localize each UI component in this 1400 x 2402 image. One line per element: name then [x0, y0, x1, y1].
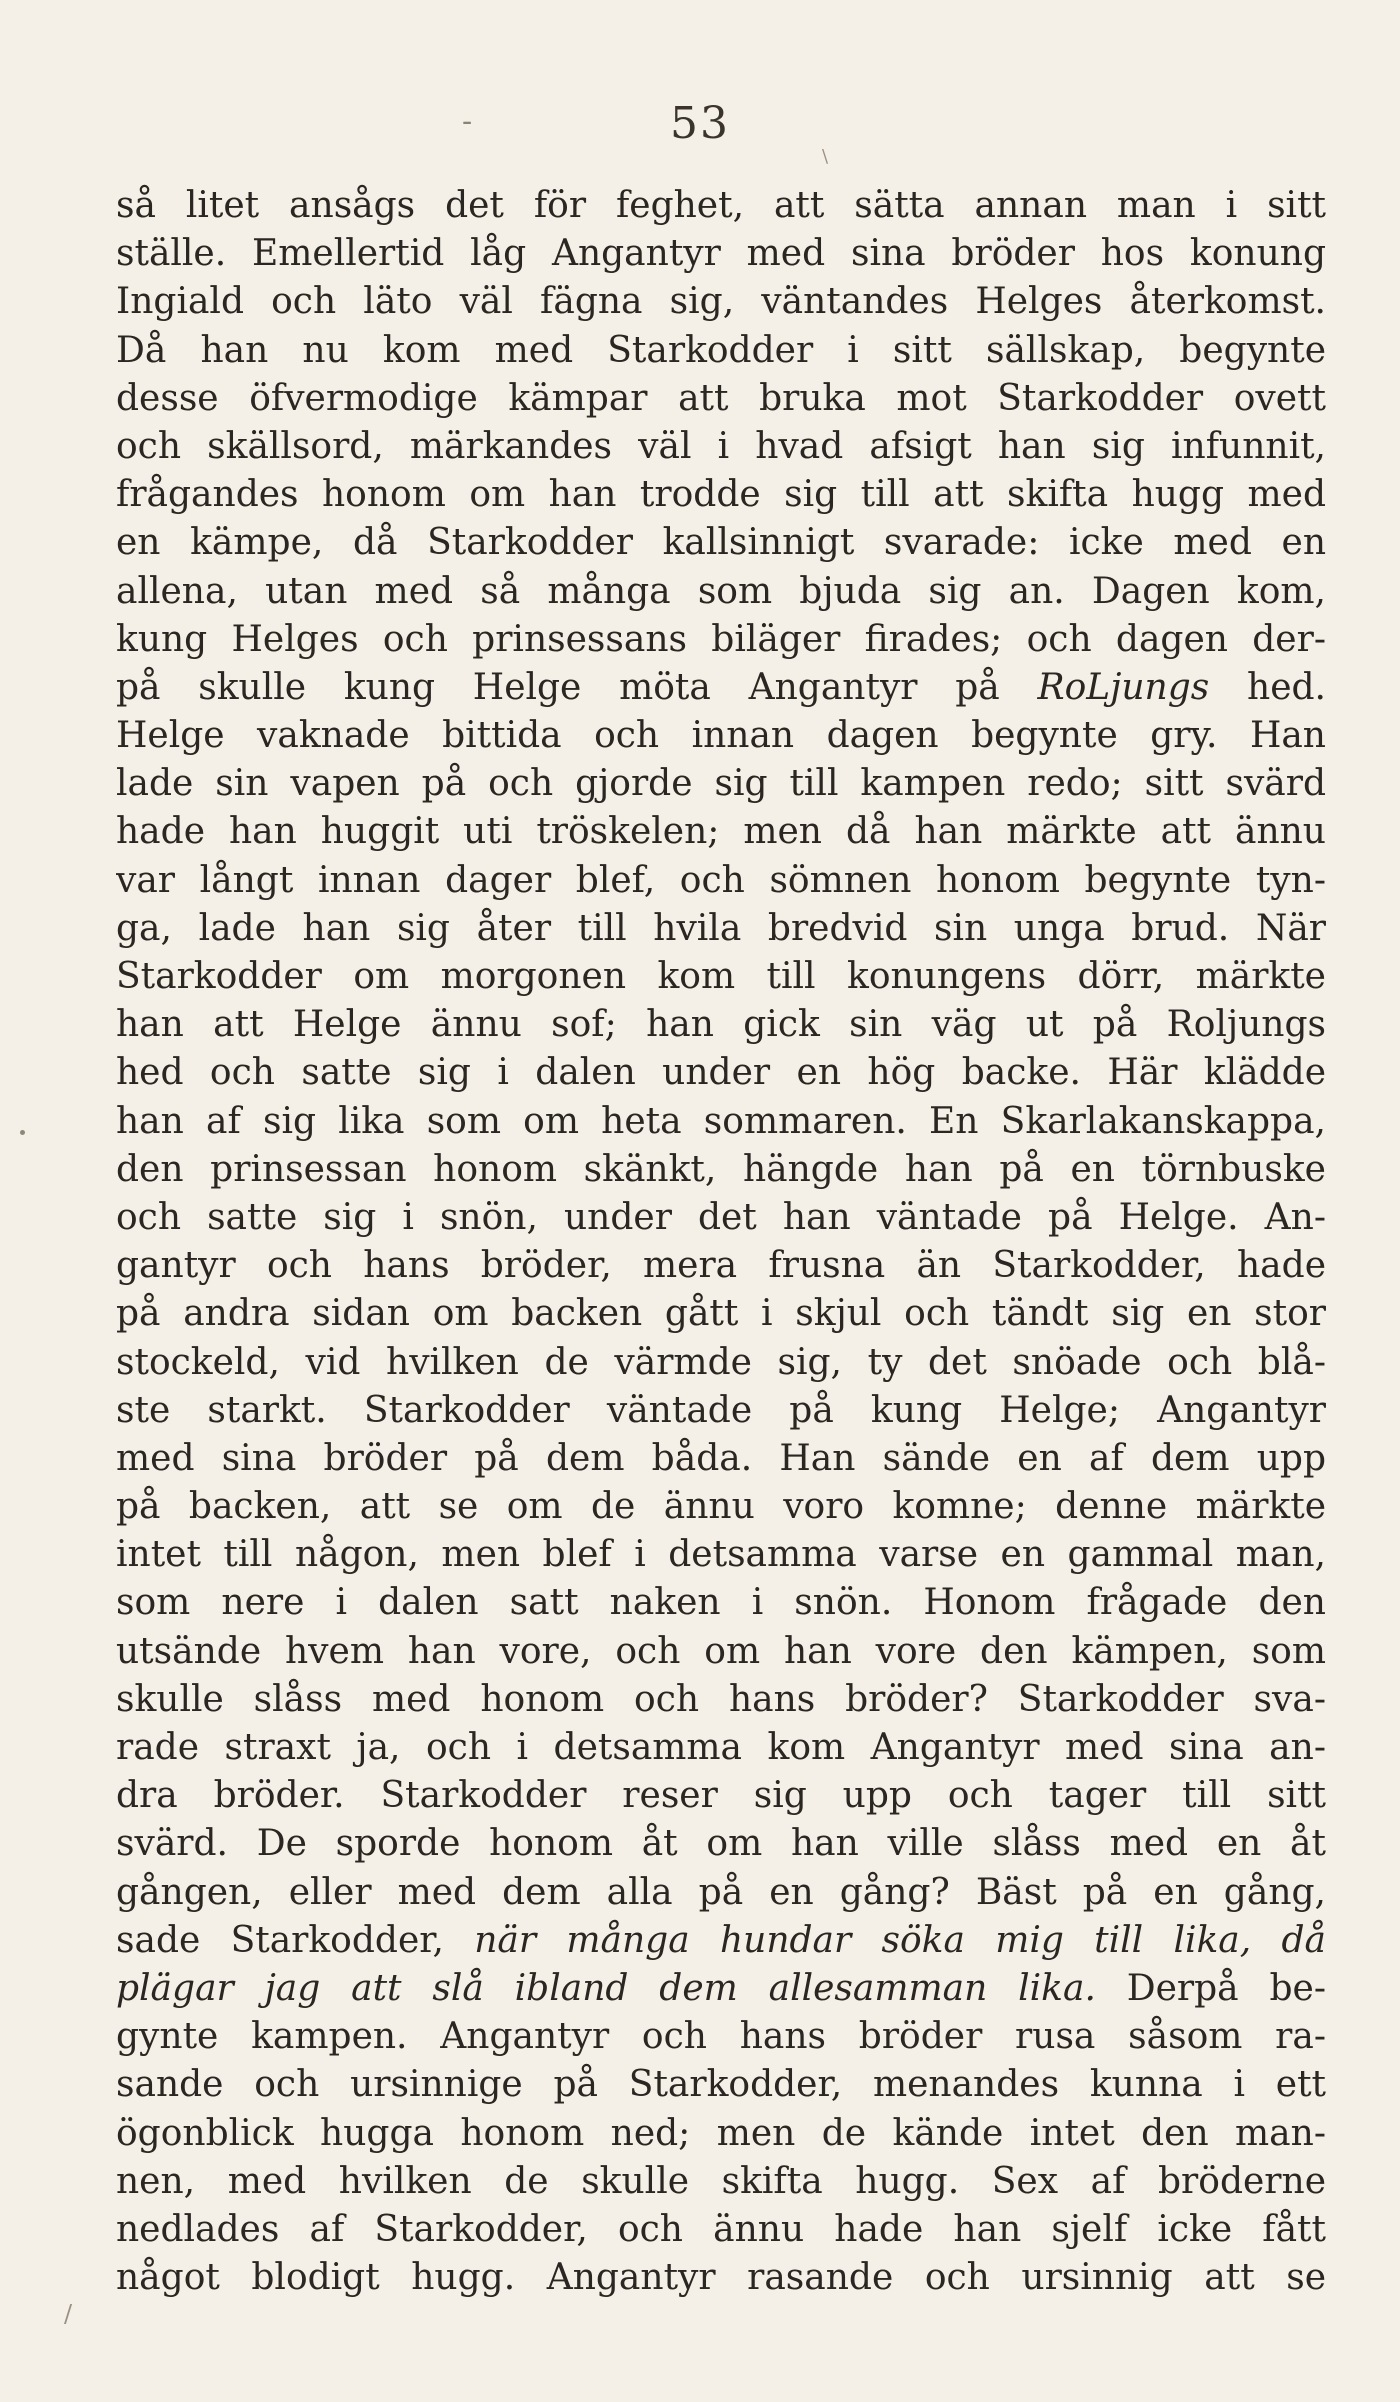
- text-segment: något blodigt hugg. Angantyr rasande och ursinnig att se: [116, 2257, 1326, 2299]
- text-line: [116, 182, 1326, 230]
- text-line: [116, 1965, 1326, 2013]
- text-line: [116, 1001, 1326, 1049]
- italic-text-segment: plägar jag att slå ibland dem allesamman lika.: [116, 1967, 1096, 2009]
- text-line: [116, 519, 1326, 567]
- text-segment: en kämpe, då Starkodder kallsinnigt svarade: icke med en: [116, 522, 1326, 564]
- text-line: [116, 327, 1326, 375]
- text-line: [116, 1869, 1326, 1917]
- text-segment: ögonblick hugga honom ned; men de kände intet den man-: [116, 2112, 1326, 2154]
- text-segment: lade sin vapen på och gjorde sig till kampen redo; sitt svärd: [116, 763, 1326, 805]
- text-segment: på skulle kung Helge möta Angantyr på: [116, 666, 1038, 708]
- text-segment: ga, lade han sig åter till hvila bredvid sin unga brud. När: [116, 907, 1326, 949]
- text-segment: gynte kampen. Angantyr och hans bröder rusa såsom ra-: [116, 2016, 1326, 2058]
- text-line: [116, 1772, 1326, 1820]
- stray-dash-mark: -: [462, 104, 473, 139]
- text-line: [116, 568, 1326, 616]
- text-segment: han att Helge ännu sof; han gick sin väg ut på Roljungs: [116, 1004, 1326, 1046]
- text-segment: Helge vaknade bittida och innan dagen begynte gry. Han: [116, 715, 1326, 757]
- text-line: [116, 1339, 1326, 1387]
- text-segment: sande och ursinnige på Starkodder, menandes kunna i ett: [116, 2064, 1326, 2106]
- text-segment: så litet ansågs det för feghet, att sätta annan man i sitt: [116, 185, 1326, 226]
- text-line: [116, 2254, 1326, 2302]
- text-segment: och skällsord, märkandes väl i hvad afsigt han sig infunnit,: [116, 425, 1326, 467]
- italic-text-segment: när många hundar söka mig till lika, då: [474, 1919, 1326, 1961]
- stray-slash-mark: /: [64, 2300, 73, 2328]
- text-line: [116, 1098, 1326, 1146]
- text-segment: stockeld, vid hvilken de värmde sig, ty det snöade och blå-: [116, 1341, 1326, 1383]
- text-line: [116, 1049, 1326, 1097]
- text-line: [116, 2061, 1326, 2109]
- text-segment: desse öfvermodige kämpar att bruka mot Starkodder ovett: [116, 377, 1326, 419]
- margin-dot: [20, 1130, 25, 1135]
- text-segment: var långt innan dager blef, och sömnen honom begynte tyn-: [116, 859, 1326, 901]
- text-segment: Starkodder om morgonen kom till konungens dörr, märkte: [116, 956, 1326, 997]
- stray-tick-mark: \: [822, 146, 829, 167]
- text-line: [116, 1146, 1326, 1194]
- text-segment: nen, med hvilken de skulle skifta hugg. Sex af bröderne: [116, 2160, 1326, 2202]
- text-line: [116, 857, 1326, 905]
- text-line: [116, 1387, 1326, 1435]
- text-segment: allena, utan med så många som bjuda sig an. Dagen kom,: [116, 570, 1326, 612]
- text-segment: och satte sig i snön, under det han väntade på Helge. An-: [116, 1196, 1326, 1238]
- text-line: [116, 2110, 1326, 2158]
- text-line: [116, 375, 1326, 423]
- text-line: [116, 664, 1326, 712]
- text-segment: gången, eller med dem alla på en gång? Bäst på en gång,: [116, 1871, 1326, 1913]
- text-segment: svärd. De sporde honom åt om han ville slåss med en åt: [116, 1823, 1326, 1865]
- text-segment: hed och satte sig i dalen under en hög backe. Här klädde: [116, 1052, 1326, 1094]
- text-line: [116, 1628, 1326, 1676]
- text-line: [116, 2206, 1326, 2254]
- text-line: [116, 1820, 1326, 1868]
- text-line: [116, 1724, 1326, 1772]
- text-segment: på andra sidan om backen gått i skjul och tändt sig en stor: [116, 1293, 1326, 1335]
- text-line: [116, 1531, 1326, 1579]
- text-segment: sade Starkodder,: [116, 1919, 475, 1961]
- italic-text-segment: RoLjungs: [1037, 666, 1210, 708]
- text-line: [116, 1579, 1326, 1627]
- text-line: [116, 1242, 1326, 1290]
- text-segment: intet till någon, men blef i detsamma varse en gammal man,: [116, 1534, 1326, 1576]
- text-segment: den prinsessan honom skänkt, hängde han på en törnbuske: [116, 1148, 1326, 1190]
- text-segment: dra bröder. Starkodder reser sig upp och tager till sitt: [116, 1775, 1326, 1817]
- text-segment: med sina bröder på dem båda. Han sände en af dem upp: [116, 1437, 1326, 1479]
- text-segment: frågandes honom om han trodde sig till att skifta hugg med: [116, 474, 1326, 516]
- text-line: [116, 1194, 1326, 1242]
- text-segment: han af sig lika som om heta sommaren. En Skarlakanskappa,: [116, 1100, 1326, 1142]
- body-text: [116, 182, 1326, 2302]
- text-segment: hade han huggit uti tröskelen; men då han märkte att ännu: [116, 811, 1326, 853]
- text-segment: ställe. Emellertid låg Angantyr med sina bröder hos konung: [116, 233, 1326, 275]
- text-line: [116, 1290, 1326, 1338]
- text-line: [116, 2158, 1326, 2206]
- text-segment: Ingiald och läto väl fägna sig, väntandes Helges återkomst.: [116, 281, 1326, 323]
- text-line: [116, 423, 1326, 471]
- text-segment: på backen, att se om de ännu voro komne; denne märkte: [116, 1486, 1326, 1528]
- text-segment: rade straxt ja, och i detsamma kom Angantyr med sina an-: [116, 1727, 1326, 1768]
- text-line: [116, 760, 1326, 808]
- text-line: [116, 1483, 1326, 1531]
- text-segment: skulle slåss med honom och hans bröder? Starkodder sva-: [116, 1678, 1326, 1720]
- text-segment: hed.: [1209, 666, 1326, 708]
- text-segment: utsände hvem han vore, och om han vore den kämpen, som: [116, 1630, 1326, 1672]
- text-segment: kung Helges och prinsessans biläger firades; och dagen der-: [116, 618, 1326, 660]
- text-line: [116, 1676, 1326, 1724]
- text-line: [116, 953, 1326, 1001]
- text-line: [116, 278, 1326, 326]
- text-segment: ste starkt. Starkodder väntade på kung Helge; Angantyr: [116, 1389, 1326, 1431]
- text-line: [116, 1435, 1326, 1483]
- text-segment: Derpå be-: [1095, 1967, 1326, 2009]
- text-line: [116, 616, 1326, 664]
- text-line: [116, 808, 1326, 856]
- text-line: [116, 905, 1326, 953]
- text-line: [116, 1917, 1326, 1965]
- page-number: 53: [670, 98, 730, 149]
- text-segment: gantyr och hans bröder, mera frusna än Starkodder, hade: [116, 1245, 1326, 1287]
- text-line: [116, 471, 1326, 519]
- text-segment: som nere i dalen satt naken i snön. Honom frågade den: [116, 1582, 1326, 1624]
- text-segment: Då han nu kom med Starkodder i sitt sällskap, begynte: [116, 329, 1326, 371]
- text-line: [116, 712, 1326, 760]
- text-line: [116, 2013, 1326, 2061]
- text-segment: nedlades af Starkodder, och ännu hade han sjelf icke fått: [116, 2208, 1326, 2250]
- text-line: [116, 230, 1326, 278]
